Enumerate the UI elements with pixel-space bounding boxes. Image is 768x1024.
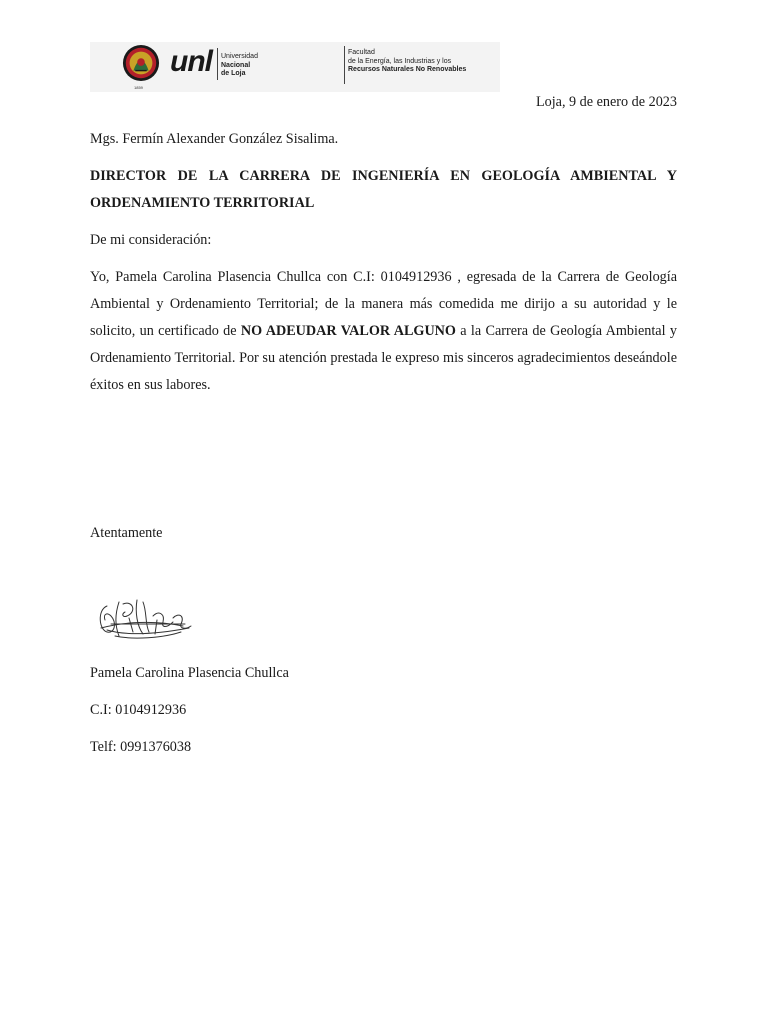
greeting: De mi consideración: [90, 232, 212, 248]
university-name-line: Nacional [221, 61, 251, 69]
university-seal-icon [122, 44, 160, 82]
university-name [221, 53, 258, 79]
faculty-name [348, 49, 466, 75]
body-text-part2: a la Carrera de Geología Ambiental y Ordenamiento Territorial. Por su atención prestada le expreso mis sinceros agradecimientos deseándole éxitos en sus labores. [90, 323, 677, 393]
faculty-name-line: Facultad [348, 49, 375, 56]
seal-year: 1859 [134, 85, 143, 90]
signer-phone: Telf: 0991376038 [90, 739, 192, 755]
recipient-title: DIRECTOR DE LA CARRERA DE INGENIERÍA EN GEOLOGÍA AMBIENTAL Y ORDENAMIENTO TERRITORIAL [90, 168, 677, 211]
signer-id: C.I: 0104912936 [90, 702, 187, 718]
university-name-line: Universidad [221, 53, 258, 60]
faculty-divider [344, 46, 345, 84]
closing: Atentamente [90, 525, 163, 541]
signer-name: Pamela Carolina Plasencia Chullca [90, 665, 289, 681]
letter-date: Loja, 9 de enero de 2023 [535, 94, 677, 110]
logo-divider [217, 48, 218, 80]
body-text-part1: Yo, Pamela Carolina Plasencia Chullca con C.I: 0104912936 , egresada de la Carrera de Geología Ambiental y Ordenamiento Territorial; de la manera más comedida me dirijo a su autoridad y le solicito, un certificado de [90, 269, 677, 339]
faculty-name-line: de la Energía, las Industrias y los [348, 57, 452, 65]
faculty-name-line: Recursos Naturales No Renovables [348, 66, 467, 73]
letter-body [90, 264, 677, 399]
recipient-name: Mgs. Fermín Alexander González Sisalima. [90, 131, 339, 147]
institution-header [90, 42, 500, 92]
university-name-line: de Loja [221, 70, 246, 77]
unl-logo: unl [170, 45, 212, 78]
body-emphasis: NO ADEUDAR VALOR ALGUNO [240, 323, 456, 339]
handwritten-signature [93, 592, 203, 648]
